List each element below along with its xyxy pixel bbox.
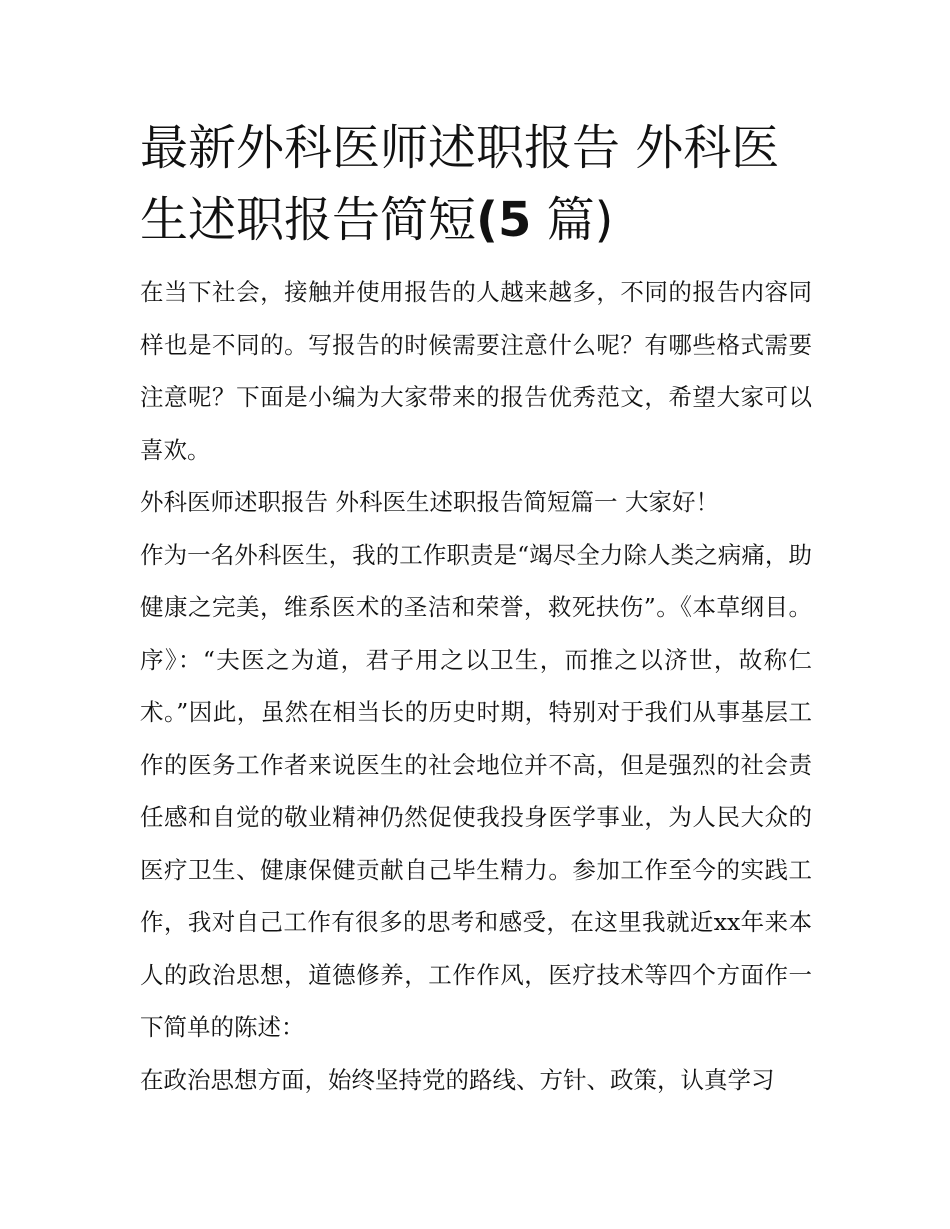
document-title — [140, 112, 812, 256]
title-suffix: 篇) — [531, 192, 614, 248]
document-page — [140, 112, 812, 1106]
intro-paragraph: 在当下社会，接触并使用报告的人越来越多，不同的报告内容同样也是不同的。写报告的时候需要注意什么呢？有哪些格式需要注意呢？下面是小编为大家带来的报告优秀范文，希望大家可以喜欢。 — [140, 278, 812, 464]
section-heading-paragraph: 外科医师述职报告 外科医生述职报告简短篇一 大家好！ — [140, 488, 719, 516]
title-count: (5 — [476, 192, 532, 248]
title-spacer — [140, 256, 812, 266]
body-paragraph-continued: 在政治思想方面，始终坚持党的路线、方针、政策，认真学习 — [140, 1065, 775, 1094]
title-text: 最新外科医师述职报告 外科医生述职报告简短 — [140, 120, 780, 248]
body-paragraph: 作为一名外科医生，我的工作职责是“竭尽全力除人类之病痛，助健康之完美，维系医术的圣洁和荣誉，救死扶伤”。《本草纲目。序》：“夫医之为道，君子用之以卫生，而推之以济世，故称仁术。”因此，虽然在相当长的历史时期，特别对于我们从事基层工作的医务工作者来说医生的社会地位并不高，但是强烈的社会责任感和自觉的敬业精神仍然促使我投身医学事业，为人民大众的医疗卫生、健康保健贡献自己毕生精力。参加工作至今的实践工作，我对自己工作有很多的思考和感受，在这里我就近xx年来本人的政治思想，道德修养，工作作风，医疗技术等四个方面作一下简单的陈述： — [140, 540, 812, 1041]
